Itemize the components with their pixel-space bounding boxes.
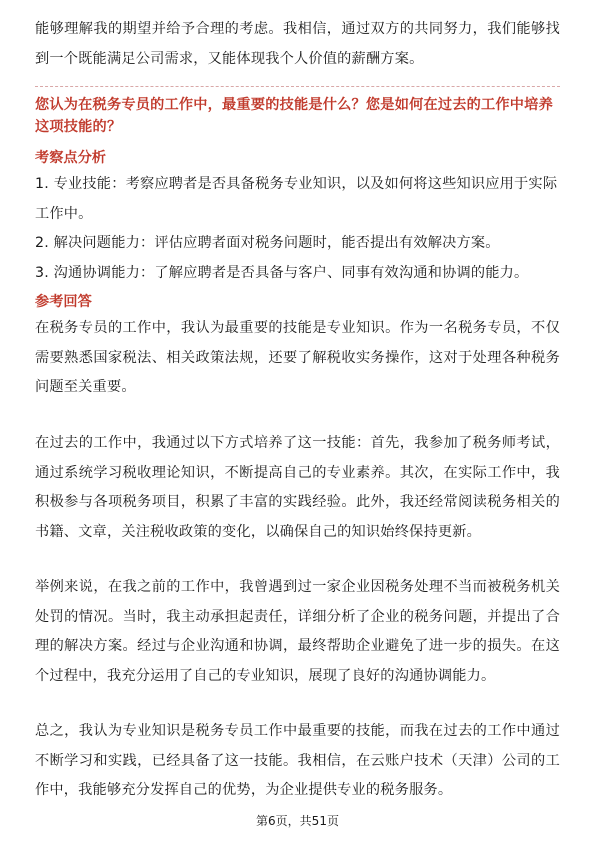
- answer-paragraph: 举例来说，在我之前的工作中，我曾遇到过一家企业因税务处理不当而被税务机关处罚的情况。当时，我主动承担起责任，详细分析了企业的税务问题，并提出了合理的解决方案。经过与企业沟通和协调，最终帮助企业避免了进一步的损失。在这个过程中，我充分运用了自己的专业知识，展现了良好的沟通协调能力。: [35, 579, 560, 684]
- question-heading: 您认为在税务专员的工作中，最重要的技能是什么？您是如何在过去的工作中培养这项技能的？: [35, 97, 553, 135]
- analysis-list: [35, 170, 560, 288]
- intro-paragraph: 能够理解我的期望并给予合理的考虑。我相信，通过双方的共同努力，我们能够找到一个既能满足公司需求，又能体现我个人价值的薪酬方案。: [35, 21, 560, 67]
- analysis-heading: 考察点分析: [35, 150, 106, 166]
- answer-paragraph: 在过去的工作中，我通过以下方式培养了这一技能：首先，我参加了税务师考试，通过系统学习税收理论知识，不断提高自己的专业素养。其次，在实际工作中，我积极参与各项税务项目，积累了丰富的实践经验。此外，我还经常阅读税务相关的书籍、文章，关注税收政策的变化，以确保自己的知识始终保持更新。: [35, 435, 560, 540]
- section-divider: [35, 86, 560, 87]
- page-indicator: 第6页，共51页: [256, 814, 339, 828]
- answer-paragraph: 在税务专员的工作中，我认为最重要的技能是专业知识。作为一名税务专员，不仅需要熟悉国家税法、相关政策法规，还要了解税收实务操作，这对于处理各种税务问题至关重要。: [35, 320, 560, 395]
- answer-paragraph: 总之，我认为专业知识是税务专员工作中最重要的技能，而我在过去的工作中通过不断学习和实践，已经具备了这一技能。我相信，在云账户技术（天津）公司的工作中，我能够充分发挥自己的优势，为企业提供专业的税务服务。: [35, 723, 560, 798]
- analysis-item: 2. 解决问题能力：评估应聘者面对税务问题时，能否提出有效解决方案。: [35, 235, 500, 251]
- page-footer: [0, 812, 595, 829]
- analysis-item: 1. 专业技能：考察应聘者是否具备税务专业知识，以及如何将这些知识应用于实际工作中。: [35, 176, 558, 222]
- answer-heading: 参考回答: [35, 294, 92, 310]
- analysis-item: 3. 沟通协调能力：了解应聘者是否具备与客户、同事有效沟通和协调的能力。: [35, 264, 529, 281]
